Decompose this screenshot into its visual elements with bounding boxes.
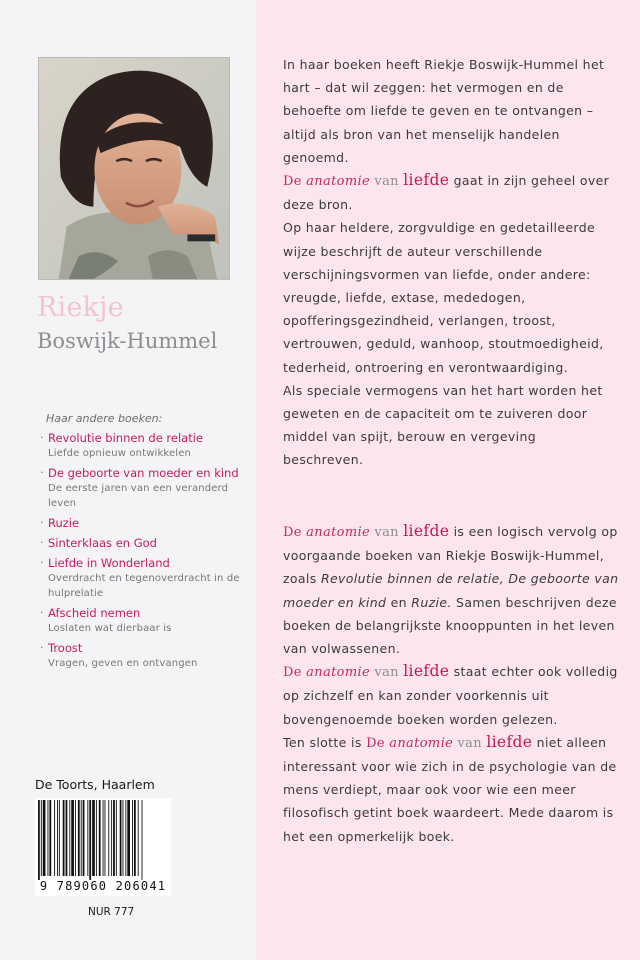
book-title-inline: De anatomie van liefde [283,171,450,190]
barcode-bar [116,800,117,876]
blurb-paragraph: In haar boeken heeft Riekje Boswijk-Hummel het hart – dat wil zeggen: het vermogen en de behoefte om liefde te geven en te ontvangen – altijd als bron van het menselijk handelen genoemd. [283,57,605,165]
bullet-icon: · [40,641,44,654]
bullet-icon: · [40,466,44,479]
book-subtitle: Liefde opnieuw ontwikkelen [48,448,192,459]
author-first-name: Riekje [37,292,124,323]
barcode-bar [75,800,76,876]
barcode-bar [108,800,109,876]
barcode-bar [105,800,106,876]
barcode-bar [81,800,82,876]
barcode-bar [96,800,97,876]
book-subtitle: Vragen, geven en ontvangen [48,658,198,669]
other-books-list [40,412,250,676]
barcode-bar [142,800,143,880]
barcode-bar [63,800,65,876]
barcode-bar [78,800,80,876]
barcode-bar [69,800,70,876]
book-title: De geboorte van moeder en kind [48,466,239,480]
blurb-paragraph: De anatomie van liefde gaat in zijn geheel over deze bron. [283,171,610,213]
book-item [40,516,250,531]
book-subtitle: Loslaten wat dierbaar is [48,623,172,634]
barcode-bar [92,800,95,876]
book-item [40,536,250,551]
blurb-paragraph: Op haar heldere, zorgvuldige en gedetailleerde wijze beschrijft de auteur verschillende verschijningsvormen van liefde, onder andere: vreugde, liefde, extase, mededogen, opofferingsgezindheid, verlangen, troost, vertrouwen, geduld, wanhoop, stoutmoedigheid, tederheid, ontroering en verontwaardiging. [283,220,604,375]
barcode-bar [66,800,68,876]
book-title: Revolutie binnen de relatie [48,431,204,445]
barcode-bar [71,800,74,876]
bullet-icon: · [40,536,44,549]
blurb-paragraph: De anatomie van liefde staat echter ook volledig op zichzelf en kan zonder voorkennis uit bovengenoemde boeken worden gelezen. [283,662,618,727]
bullet-icon: · [40,516,44,529]
book-title: Afscheid nemen [48,606,141,620]
book-title-inline: De anatomie van liefde [366,732,533,751]
author-last-name: Boswijk-Hummel [37,329,218,353]
barcode-bar [132,800,133,876]
barcode-bar [125,800,126,876]
book-item [40,466,250,511]
barcode-bar [57,800,58,876]
barcode-bar [111,800,112,876]
barcode-bar [83,800,85,876]
book-item [40,556,250,601]
barcode-bar [99,800,101,876]
blurb-part-1 [283,53,619,472]
barcode-bar [43,800,46,876]
barcode-bar [134,800,136,876]
book-subtitle: De eerste jaren van een veranderd leven [48,483,229,509]
book-title: Troost [48,641,83,655]
barcode-bar [38,800,40,880]
book-title: Liefde in Wonderland [48,556,170,570]
barcode-bar [89,800,91,880]
book-title: Sinterklaas en God [48,536,157,550]
book-title: Ruzie [48,516,80,530]
barcode-number: 9 789060 206041 [39,879,167,893]
barcode-bar [113,800,115,876]
book-subtitle: Overdracht en tegenoverdracht in de hulprelatie [48,573,240,599]
book-item [40,641,250,671]
barcode-bar [123,800,124,876]
other-books-heading: Haar andere boeken: [46,412,163,425]
book-title-inline: De anatomie van liefde [283,662,450,681]
barcode-bar [127,800,130,876]
barcode-bar [54,800,55,876]
barcode-bar [41,800,42,876]
blurb-paragraph: De anatomie van liefde is een logisch vervolg op voorgaande boeken van Riekje Boswijk-Hummel, zoals Revolutie binnen de relatie, De geboorte van moeder en kind en Ruzie. Samen beschrijven deze boeken de belangrijkste knooppunten in het leven van volwassenen. [283,522,619,657]
barcode [35,798,171,896]
nur-code: NUR 777 [88,906,135,918]
barcode-bar [48,800,49,876]
barcode-bar [103,800,104,876]
publisher: De Toorts, Haarlem [35,777,155,792]
blurb-part-2 [283,520,619,848]
barcode-bar [49,800,51,876]
book-item [40,431,250,461]
barcode-bar [59,800,60,876]
bullet-icon: · [40,556,44,569]
bullet-icon: · [40,431,44,444]
author-photo [38,57,230,280]
book-item [40,606,250,636]
barcode-bar [120,800,122,876]
bullet-icon: · [40,606,44,619]
blurb-paragraph: Als speciale vermogens van het hart worden het geweten en de capaciteit om te zuiveren door middel van spijt, berouw en vergeving beschreven. [283,382,603,468]
barcode-bar [87,800,88,876]
blurb-paragraph: Ten slotte is De anatomie van liefde niet alleen interessant voor wie zich in de psychologie van de mens verdiept, maar ook voor wie een meer filosofisch getint boek waardeert. Mede daarom is het een opmerkelijk boek. [283,732,617,844]
barcode-bars [35,798,171,880]
barcode-bar [138,800,139,876]
book-title-inline: De anatomie van liefde [283,522,450,540]
